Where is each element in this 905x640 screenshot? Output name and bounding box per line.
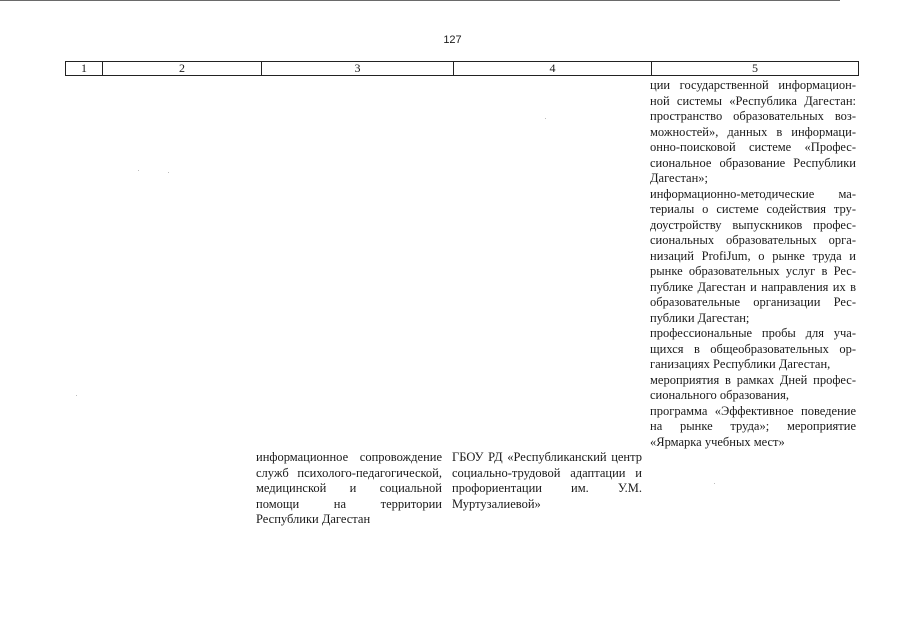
header-cell-4: 4 <box>453 62 651 75</box>
col5-paragraph-4: мероприятия в рамках Дней профессионального образования, <box>650 372 856 402</box>
col5-paragraph-2: информационно-методические материалы о системе содействия трудоустройству выпускников профессиональных образовательных организаций ProfiJum, о рынке труда и рынке образовательных услуг в Республике Дагестан и направления их в образовательные организации Республики Дагестан; <box>650 186 856 325</box>
table-cell-col5-content <box>650 78 856 450</box>
scan-speck <box>138 170 139 171</box>
table-cell-col4-content: ГБОУ РД «Республиканский центр социально-трудовой адаптации и профориентации им. У.М. Муртузалиевой» <box>452 450 642 511</box>
col5-paragraph-1: ции государственной информационной системы «Республика Дагестан: пространство образовательных возможностей», данных в информационно-поисковой системе «Профессиональное образование Республики Дагестан»; <box>650 78 856 185</box>
scan-speck <box>168 172 169 173</box>
header-cell-1: 1 <box>65 62 102 75</box>
scan-speck <box>76 395 77 396</box>
col5-paragraph-5: программа «Эффективное поведение на рынке труда»; мероприятие «Ярмарка учебных мест» <box>650 403 856 449</box>
scan-speck <box>714 483 715 484</box>
table-cell-col3-content: информационное сопровождение служб психолого-педагогической, медицинской и социальной помощи на территории Республики Дагестан <box>256 450 442 526</box>
table-header-row <box>65 61 859 76</box>
header-cell-3: 3 <box>261 62 453 75</box>
header-cell-5: 5 <box>651 62 859 75</box>
page-number: 127 <box>443 34 462 46</box>
col5-paragraph-3: профессиональные пробы для учащихся в общеобразовательных организациях Республики Дагестан, <box>650 326 856 371</box>
header-cell-2: 2 <box>102 62 261 75</box>
scan-speck <box>545 118 546 119</box>
page-top-edge <box>0 0 840 1</box>
